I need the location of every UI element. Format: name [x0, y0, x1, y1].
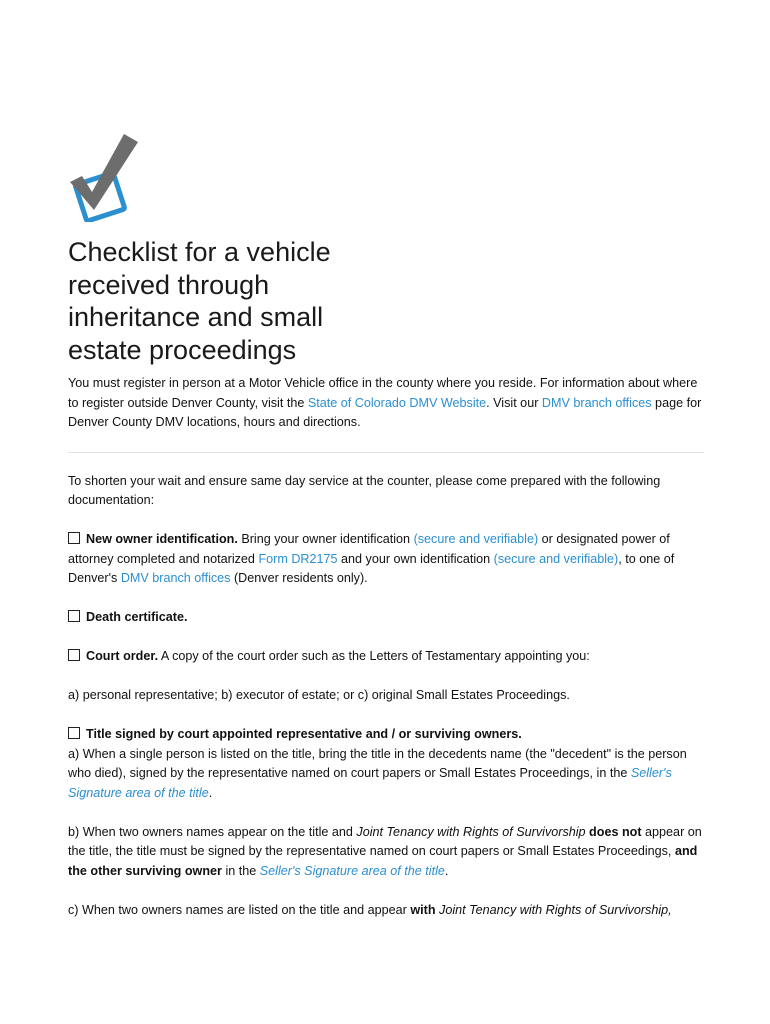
checkmark-checkbox-icon	[66, 130, 142, 222]
checklist-item-death-certificate: Death certificate.	[68, 608, 704, 628]
form-dr2175-link[interactable]: Form DR2175	[258, 551, 338, 566]
intro-paragraph: You must register in person at a Motor Vehicle office in the county where you reside. For information about where to register outside Denver County, visit the State of Colorado DMV Website. Visit our DMV branch offices page for Denver County DMV locations, hours and directions.	[68, 376, 702, 429]
checklist-item-owner-identification: New owner identification. Bring your owner identification (secure and verifiable) or designated power of attorney completed and notarized Form DR2175 and your own identification (secure and verifiable), to one of Denver's DMV branch offices (Denver residents only).	[68, 532, 675, 585]
checklist-item-court-order: Court order. A copy of the court order such as the Letters of Testamentary appointing you:	[68, 647, 704, 667]
document-body	[68, 374, 704, 920]
title-case-a: a) When a single person is listed on the title, bring the title in the decedents name (the "decedent" is the person who died), signed by the representative named on court papers or Small Estates Proceedings, in the Seller's Signature area of the title.	[68, 746, 687, 800]
divider	[68, 452, 704, 453]
sellers-signature-link[interactable]: Seller's Signature area of the title	[68, 766, 672, 800]
checkbox-icon[interactable]	[68, 727, 80, 739]
secure-verifiable-link[interactable]: (secure and verifiable)	[413, 532, 539, 546]
page-title: Checklist for a vehicle received through inheritance and small estate proceedings	[68, 237, 331, 365]
checkbox-icon[interactable]	[68, 649, 80, 661]
checkbox-icon[interactable]	[68, 610, 80, 622]
secure-verifiable-link[interactable]: (secure and verifiable)	[493, 551, 619, 566]
court-order-options: a) personal representative; b) executor of estate; or c) original Small Estates Proceedings.	[68, 688, 570, 702]
title-case-c: c) When two owners names are listed on the title and appear with Joint Tenancy with Rights of Survivorship,	[68, 902, 672, 917]
state-dmv-website-link[interactable]: State of Colorado DMV Website	[307, 395, 487, 410]
dmv-branch-offices-link[interactable]: DMV branch offices	[120, 571, 231, 585]
prep-paragraph: To shorten your wait and ensure same day service at the counter, please come prepared with the following documentation:	[68, 473, 661, 507]
dmv-branch-offices-link[interactable]: DMV branch offices	[541, 395, 652, 410]
checklist-item-title-signed: Title signed by court appointed representative and / or surviving owners.	[68, 725, 704, 745]
sellers-signature-link[interactable]: Seller's Signature area of the title	[259, 863, 445, 878]
checkbox-icon[interactable]	[68, 532, 80, 544]
title-case-b: b) When two owners names appear on the title and Joint Tenancy with Rights of Survivorship does not appear on the title, the title must be signed by the representative named on court papers or Small Estates Proceedings, and the other surviving owner in the Seller's Signature area of the title.	[68, 824, 702, 878]
